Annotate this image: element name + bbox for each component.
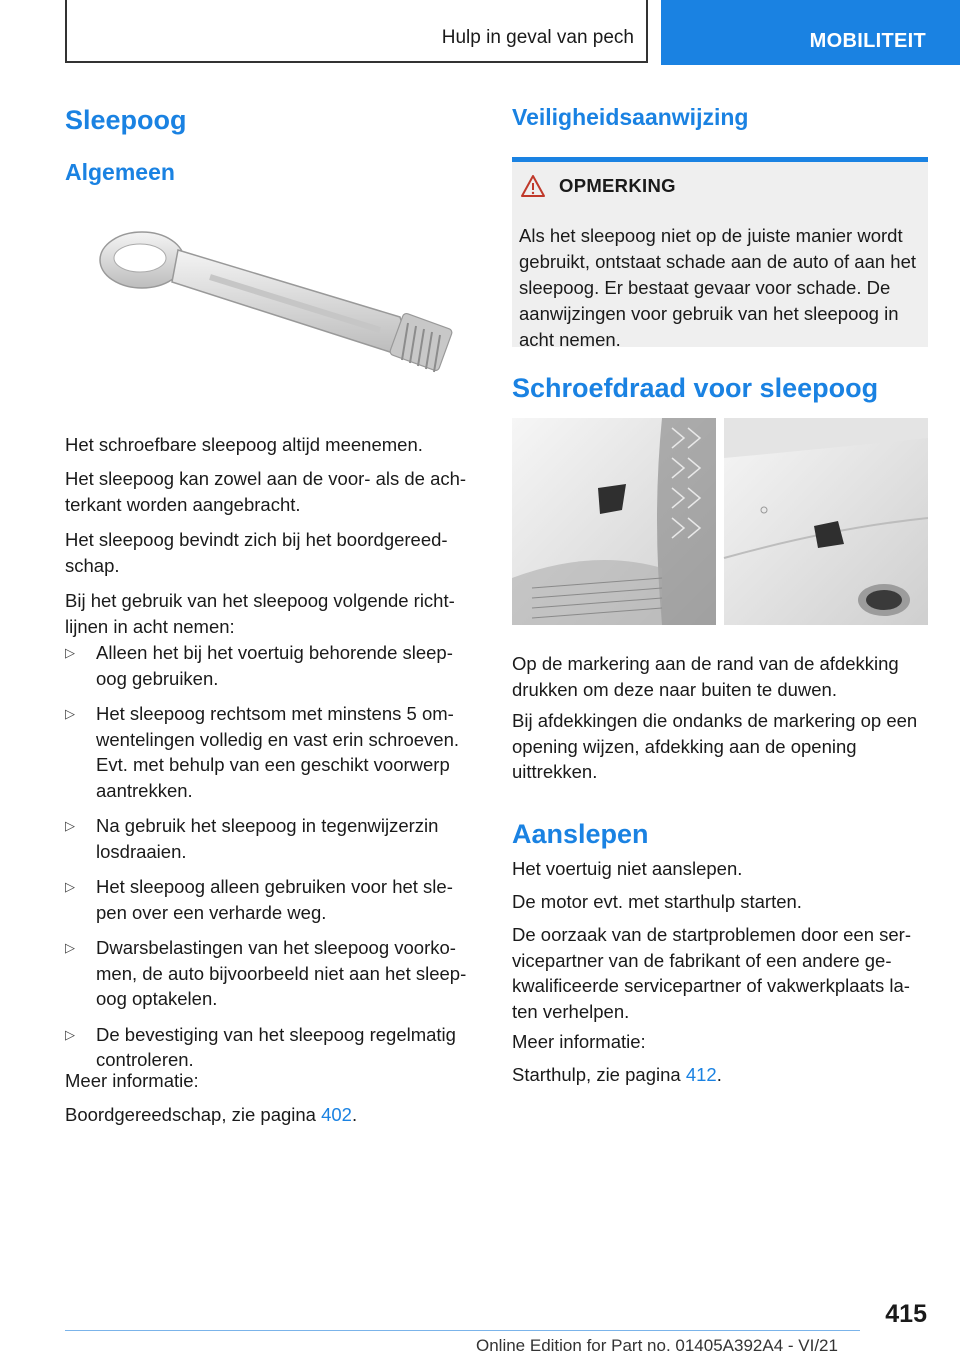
header-chapter-title: MOBILITEIT <box>809 30 926 52</box>
subsection-title-algemeen: Algemeen <box>65 159 175 185</box>
triangle-bullet-icon: ▷ <box>65 706 75 721</box>
warning-triangle-icon <box>520 174 546 203</box>
thread-heading: Schroefdraad voor sleepoog <box>512 373 879 403</box>
header-chapter-tab[interactable] <box>661 0 960 65</box>
more-info-label: Meer informatie: <box>65 1070 199 1091</box>
paragraph-location: Het sleepoog bevindt zich bij het boordgereed‐schap. <box>65 529 448 576</box>
reference-toolkit: Boordgereedschap, zie pagina 402. <box>65 1104 358 1125</box>
triangle-bullet-icon: ▷ <box>65 818 75 833</box>
safety-heading: Veiligheidsaanwijzing <box>512 104 749 130</box>
tow-eye-illustration <box>90 222 470 392</box>
header-section-box <box>65 0 648 63</box>
footer-edition: Online Edition for Part no. 01405A392A4 - VI/21 <box>476 1336 838 1355</box>
paragraph-pull-cover: Bij afdekkingen die ondanks de markering op een opening wijzen, afdekking aan de opening uittrekken. <box>512 710 918 782</box>
paragraph-guidelines: Bij het gebruik van het sleepoog volgende richt‐lijnen in acht nemen: <box>65 590 455 637</box>
paragraph-no-towing: Het voertuig niet aanslepen. <box>512 858 743 879</box>
list-item: ▷ Het sleepoog alleen gebruiken voor het sle‐pen over een verharde weg. <box>65 876 453 923</box>
more-info-label-right: Meer informatie: <box>512 1031 646 1052</box>
paragraph-jump-start: De motor evt. met starthulp starten. <box>512 891 802 912</box>
paragraph-press-marking: Op de markering aan de rand van de afdekking drukken om deze naar buiten te duwen. <box>512 653 899 700</box>
towing-heading: Aanslepen <box>512 819 649 849</box>
triangle-bullet-icon: ▷ <box>65 645 75 660</box>
list-item: ▷ Alleen het bij het voertuig behorende sleep‐oog gebruiken. <box>65 642 453 689</box>
paragraph-front-rear: Het sleepoog kan zowel aan de voor- als de ach‐terkant worden aangebracht. <box>65 468 467 515</box>
note-label: OPMERKING <box>559 175 676 196</box>
list-item: ▷ Dwarsbelastingen van het sleepoog voorko‐men, de auto bijvoorbeeld niet aan het sleep‐oog optakelen. <box>65 937 467 1009</box>
reference-jump-start: Starthulp, zie pagina 412. <box>512 1064 722 1085</box>
list-item: ▷ Het sleepoog rechtsom met minstens 5 om‐wentelingen volledig en vast erin schroeven. Evt. met behulp van een geschikt voorwerp aantrekken. <box>65 703 460 801</box>
list-item: ▷ Na gebruik het sleepoog in tegenwijzerzin losdraaien. <box>65 815 439 862</box>
header-section-title: Hulp in geval van pech <box>441 27 634 48</box>
page-link-402[interactable]: 402 <box>321 1104 352 1125</box>
triangle-bullet-icon: ▷ <box>65 879 75 894</box>
guideline-list <box>65 640 477 1073</box>
paragraph-carry-tow-eye: Het schroefbare sleepoog altijd meenemen. <box>65 434 423 455</box>
list-item: ▷ De bevestiging van het sleepoog regelmatig controleren. <box>65 1023 456 1070</box>
page-link-412[interactable]: 412 <box>685 1064 717 1085</box>
bumper-cover-photos <box>512 418 928 625</box>
safety-note-box <box>512 157 928 350</box>
paragraph-service-partner: De oorzaak van de startproblemen door een ser‐vicepartner van de fabrikant of een andere ge‐kwalificeerde servicepartner of vakwerkplaats la‐ten verhelpen. <box>512 924 911 1022</box>
section-title-sleepoog: Sleepoog <box>65 105 187 135</box>
note-text: Als het sleepoog niet op de juiste manier wordt gebruikt, ontstaat schade aan de auto of aan het sleepoog. Er bestaat gevaar voor schade. De aanwijzingen voor gebruik van het sleepoog in acht nemen. <box>519 224 917 350</box>
page-number: 415 <box>885 1300 927 1328</box>
footer-divider <box>65 1330 860 1331</box>
triangle-bullet-icon: ▷ <box>65 1026 75 1042</box>
triangle-bullet-icon: ▷ <box>65 940 75 955</box>
